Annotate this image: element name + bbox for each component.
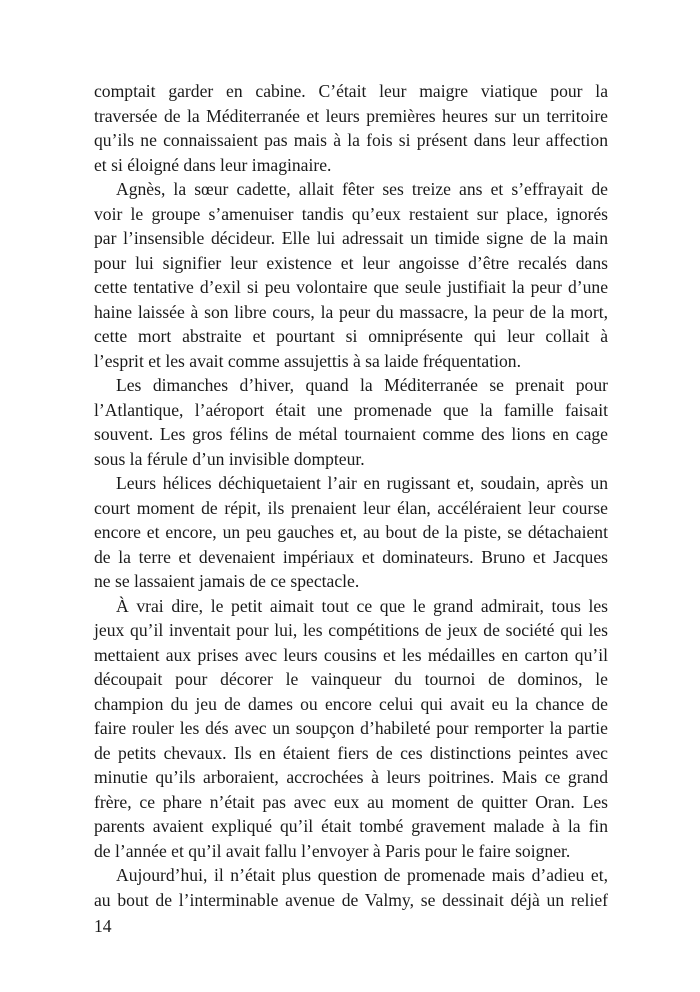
text-line: frère, ce phare n’était pas avec eux au moment de quitter Oran. Les — [94, 791, 608, 812]
text-line: encore et encore, un peu gauches et, au bout de la piste, se détachaient — [94, 522, 608, 542]
text-line: souvent. Les gros félins de métal tournaient comme des lions en cage — [94, 424, 608, 444]
text-line: sous la férule d’un invisible dompteur. — [94, 448, 365, 469]
text-line: faire rouler les dés avec un soupçon d’habileté pour remporter la partie — [94, 718, 608, 738]
paragraph — [94, 79, 608, 177]
text-line: de petits chevaux. Ils en étaient fiers de ces distinctions peintes avec — [94, 742, 608, 763]
text-line: traversée de la Méditerranée et leurs premières heures sur un territoire — [94, 105, 608, 126]
text-line: l’Atlantique, l’aéroport était une promenade que la famille faisait — [94, 399, 608, 420]
text-line: Aujourd’hui, il n’était plus question de promenade mais d’adieu et, — [116, 865, 608, 885]
text-line: de la terre et devenaient impériaux et dominateurs. Bruno et Jacques — [94, 546, 608, 567]
paragraph — [94, 594, 608, 864]
paragraph — [94, 373, 608, 471]
text-line: pour lui signifier leur existence et leur angoisse d’être recalés dans — [94, 252, 608, 273]
paragraph — [94, 177, 608, 373]
text-line: mettaient aux prises avec leurs cousins et les médailles en carton qu’il — [94, 644, 608, 665]
text-line: au bout de l’interminable avenue de Valmy, se dessinait déjà un relief — [94, 889, 608, 910]
text-line: Leurs hélices déchiquetaient l’air en rugissant et, soudain, après un — [116, 473, 608, 493]
page-number: 14 — [94, 916, 112, 936]
body-text — [94, 79, 608, 912]
text-line: par l’insensible décideur. Elle lui adressait un timide signe de la main — [94, 228, 608, 248]
text-line: ne se lassaient jamais de ce spectacle. — [94, 571, 360, 591]
paragraph — [94, 863, 608, 912]
text-line: court moment de répit, ils prenaient leur élan, accéléraient leur course — [94, 497, 608, 518]
text-line: cette tentative d’exil si peu volontaire que seule justifiait la peur d’une — [94, 277, 608, 297]
text-line: champion du jeu de dames ou encore celui qui avait eu la chance de — [94, 693, 608, 714]
text-line: de l’année et qu’il avait fallu l’envoyer à Paris pour le faire soigner. — [94, 840, 571, 861]
text-line: Les dimanches d’hiver, quand la Méditerranée se prenait pour — [116, 375, 608, 395]
text-line: comptait garder en cabine. C’était leur maigre viatique pour la — [94, 81, 608, 101]
text-line: cette mort abstraite et pourtant si omniprésente qui leur collait à — [94, 326, 608, 346]
text-line: À vrai dire, le petit aimait tout ce que le grand admirait, tous les — [116, 595, 608, 616]
text-line: haine laissée à son libre cours, la peur du massacre, la peur de la mort, — [94, 301, 608, 322]
text-line: jeux qu’il inventait pour lui, les compétitions de jeux de société qui les — [94, 620, 608, 640]
text-line: parents avaient expliqué qu’il était tombé gravement malade à la fin — [94, 816, 608, 836]
text-line: voir le groupe s’amenuiser tandis qu’eux restaient sur place, ignorés — [94, 203, 608, 224]
text-line: découpait pour décorer le vainqueur du tournoi de dominos, le — [94, 669, 608, 689]
text-line: l’esprit et les avait comme assujettis à sa laide fréquentation. — [94, 350, 521, 371]
paragraph — [94, 471, 608, 594]
text-line: minutie qu’ils arboraient, accrochées à leurs poitrines. Mais ce grand — [94, 767, 608, 787]
text-line: qu’ils ne connaissaient pas mais à la fois si présent dans leur affection — [94, 130, 608, 150]
text-line: et si éloigné dans leur imaginaire. — [94, 154, 332, 175]
text-line: Agnès, la sœur cadette, allait fêter ses treize ans et s’effrayait de — [116, 179, 608, 199]
